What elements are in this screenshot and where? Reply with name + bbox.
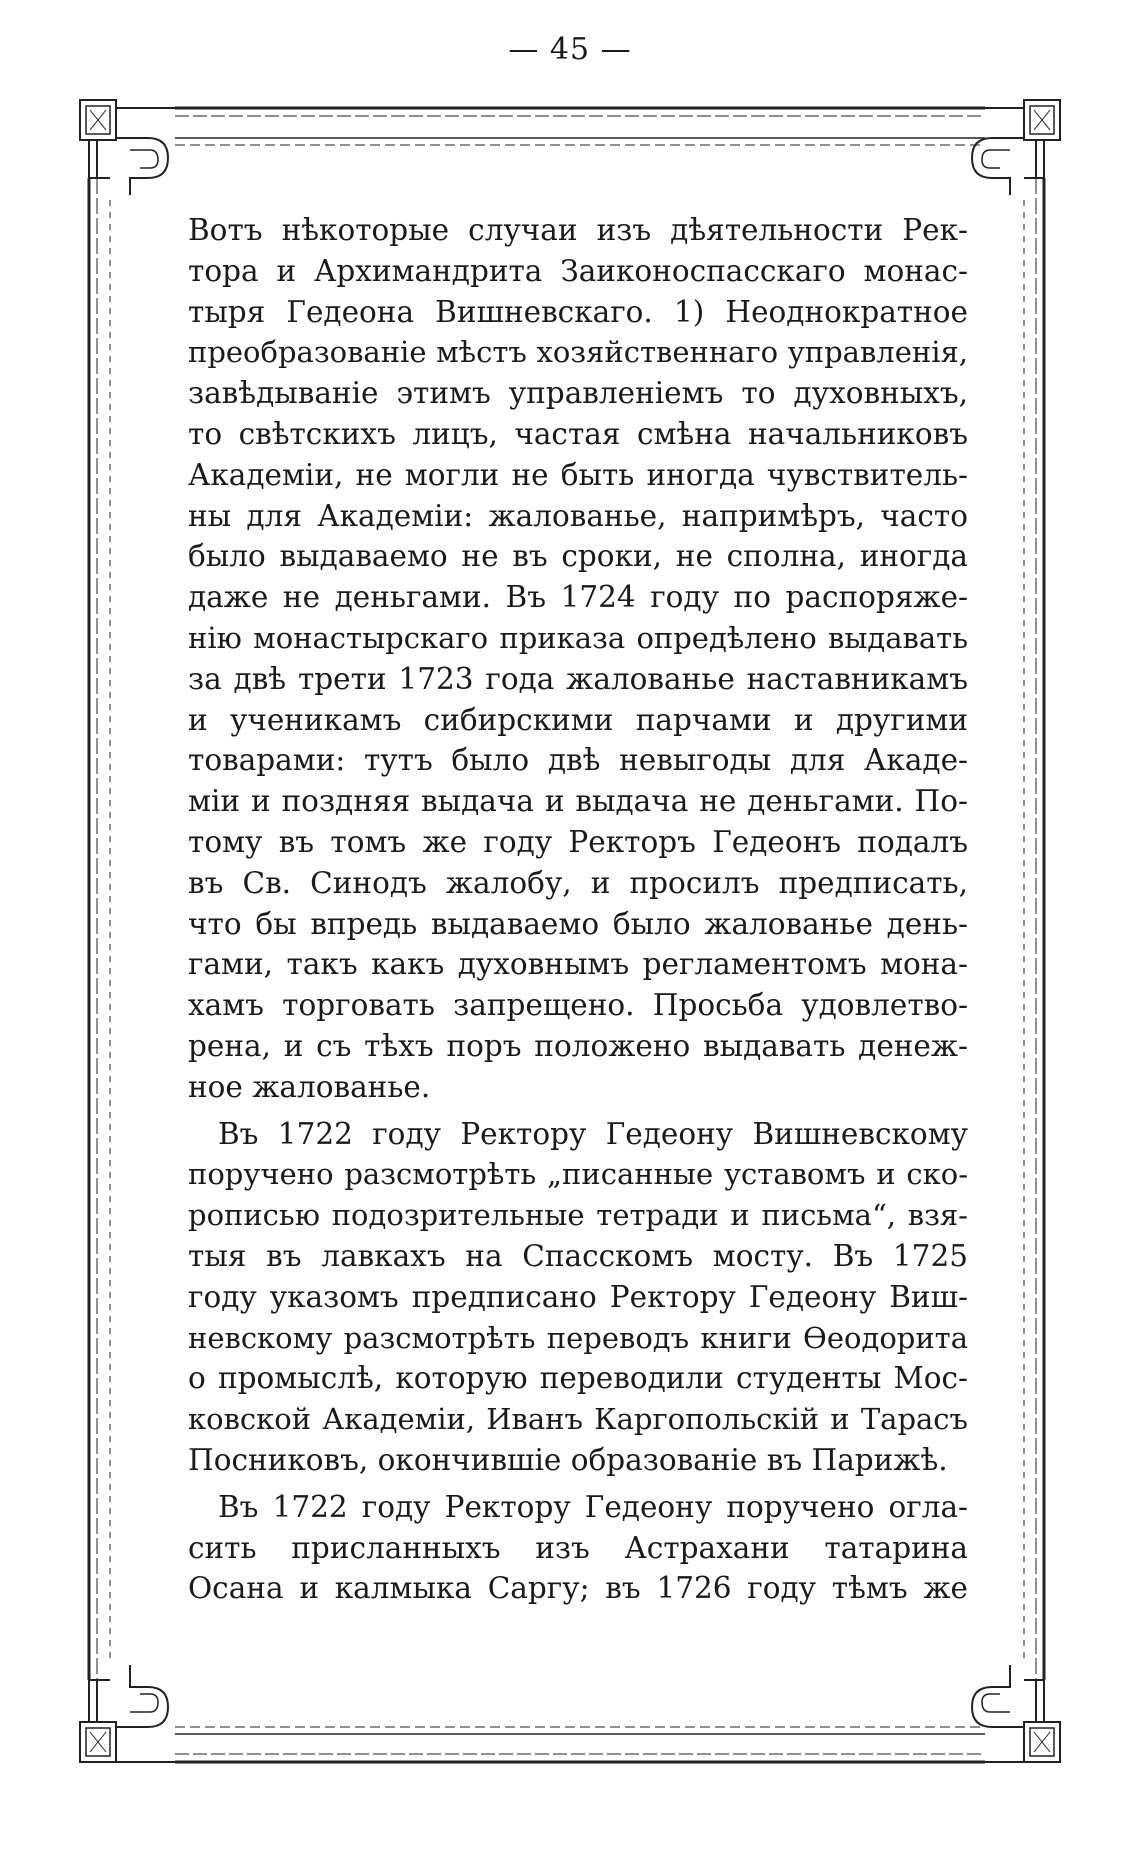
paragraph-3: [188, 1487, 968, 1609]
text-line: Въ 1722 году Ректору Гедеону поручено огла-: [218, 1489, 968, 1524]
text-line: гами, такъ какъ духовнымъ регламентомъ мона-: [188, 947, 968, 982]
text-line: и ученикамъ сибирскими парчами и другими: [188, 702, 968, 737]
text-line: тому въ томъ же году Ректоръ Гедеонъ подалъ: [188, 824, 968, 859]
text-line: хамъ торговать запрещено. Просьба удовлетво-: [188, 988, 968, 1023]
text-body: [188, 210, 968, 1609]
text-line: невскому разсмотрѣть переводъ книги Ѳеодорита: [188, 1320, 968, 1355]
text-line: завѣдываніе этимъ управленіемъ то духовныхъ,: [188, 376, 968, 411]
text-line: рописью подозрительные тетради и письма“, взя-: [188, 1198, 968, 1233]
text-line: сить присланныхъ изъ Астрахани татарина: [188, 1530, 968, 1565]
text-line: тыря Гедеона Вишневскаго. 1) Неоднократное: [188, 294, 968, 329]
text-line: Посниковъ, окончившіе образованіе въ Парижѣ.: [188, 1442, 948, 1477]
text-line: было выдаваемо не въ сроки, не сполна, иногда: [188, 539, 968, 574]
text-line: даже не деньгами. Въ 1724 году по распоряже-: [188, 580, 968, 615]
text-line: то свѣтскихъ лицъ, частая смѣна начальниковъ: [188, 416, 968, 451]
text-line: Академіи, не могли не быть иногда чувствитель-: [188, 457, 968, 492]
text-line: за двѣ трети 1723 года жалованье наставникамъ: [188, 661, 968, 696]
text-line: Осана и калмыка Саргу; въ 1726 году тѣмъ же: [188, 1571, 968, 1606]
text-line: міи и поздняя выдача и выдача не деньгами. По-: [188, 784, 968, 819]
text-line: тора и Архимандрита Заиконоспасскаго монас-: [188, 253, 968, 288]
text-line: ны для Академіи: жалованье, напримѣръ, часто: [188, 498, 968, 533]
text-line: ное жалованье.: [188, 1069, 431, 1104]
text-line: ковской Академіи, Иванъ Каргопольскій и Тарасъ: [188, 1402, 968, 1437]
paragraph-2: [188, 1114, 968, 1481]
paragraph-1: [188, 210, 968, 1108]
text-line: поручено разсмотрѣть „писанные уставомъ и ско-: [188, 1157, 968, 1192]
text-line: нію монастырскаго приказа опредѣлено выдавать: [188, 620, 968, 655]
page-number: — 45 —: [508, 32, 632, 67]
text-line: Въ 1722 году Ректору Гедеону Вишневскому: [218, 1116, 968, 1151]
text-line: Вотъ нѣкоторые случаи изъ дѣятельности Рек-: [188, 213, 968, 247]
text-line: въ Св. Синодъ жалобу, и просилъ предписать,: [188, 865, 968, 900]
text-line: преобразованіе мѣстъ хозяйственнаго управленія,: [188, 335, 968, 370]
text-line: что бы впредь выдаваемо было жалованье день-: [188, 906, 968, 941]
text-line: рена, и съ тѣхъ поръ положено выдавать денеж-: [188, 1028, 968, 1063]
text-line: тыя въ лавкахъ на Спасскомъ мосту. Въ 1725: [188, 1238, 968, 1273]
text-line: о промыслѣ, которую переводили студенты Мос-: [188, 1361, 968, 1396]
text-line: году указомъ предписано Ректору Гедеону Виш-: [188, 1279, 968, 1314]
text-line: товарами: тутъ было двѣ невыгоды для Акаде-: [188, 743, 968, 778]
